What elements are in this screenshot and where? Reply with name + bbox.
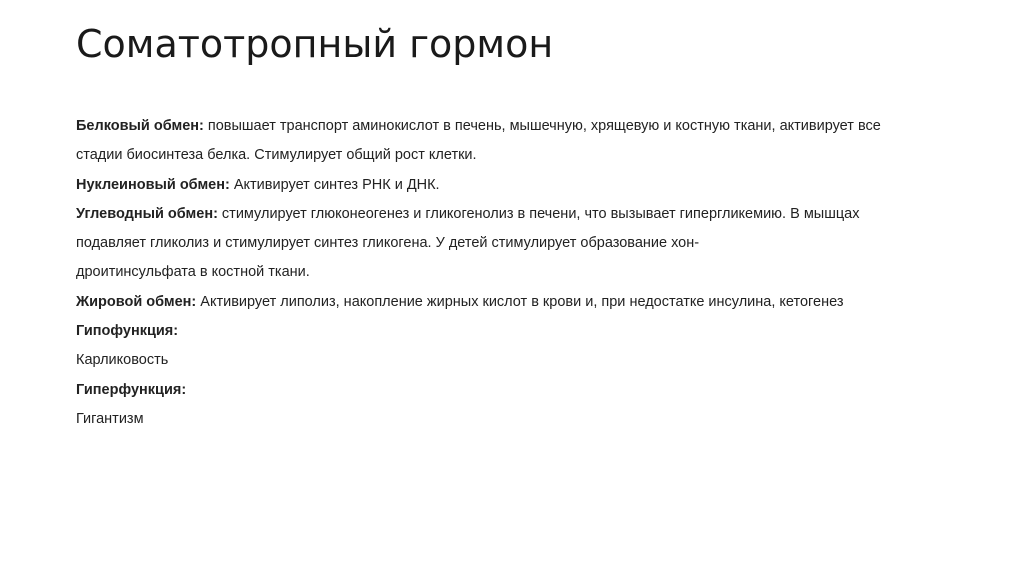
hypofunction-value-line — [76, 346, 956, 375]
hypofunction-text: Карликовость — [76, 352, 169, 369]
nucleic-label: Нуклеиновый обмен: — [76, 176, 230, 193]
carb-line-3 — [76, 258, 956, 287]
protein-text-2: стадии биосинтеза белка. Стимулирует общий рост клетки. — [76, 147, 477, 164]
hypofunction-label: Гипофункция: — [76, 323, 179, 340]
hypofunction-heading-line — [76, 317, 956, 346]
fat-label: Жировой обмен: — [76, 293, 197, 310]
hyperfunction-value-line — [76, 405, 956, 434]
nucleic-line — [76, 171, 956, 200]
protein-label: Белковый обмен: — [76, 118, 204, 134]
hyperfunction-text: Гигантизм — [76, 410, 144, 427]
slide-title: Соматотропный гормон — [76, 22, 554, 66]
protein-line-2 — [76, 141, 956, 170]
fat-line — [76, 288, 956, 317]
carb-line-1 — [76, 200, 956, 229]
nucleic-text: Активирует синтез РНК и ДНК. — [229, 176, 440, 193]
carb-label: Углеводный обмен: — [76, 205, 218, 222]
carb-text-1: стимулирует глюконеогенез и гликогенолиз в печени, что вызывает гипергликемию. В мышцах — [217, 205, 860, 222]
protein-text-1: повышает транспорт аминокислот в печень, мышечную, хрящевую и костную ткани, активирует все — [203, 118, 881, 134]
carb-text-3: дроитинсульфата в костной ткани. — [76, 264, 310, 281]
hyperfunction-heading-line — [76, 376, 956, 405]
carb-text-2: подавляет гликолиз и стимулирует синтез гликогена. У детей стимулирует образование хон- — [76, 235, 700, 252]
slide-body — [76, 112, 956, 434]
fat-text: Активирует липолиз, накопление жирных кислот в крови и, при недостатке инсулина, кетогенез — [196, 293, 844, 310]
protein-line-1 — [76, 112, 956, 141]
carb-line-2 — [76, 229, 956, 258]
hyperfunction-label: Гиперфункция: — [76, 381, 187, 398]
